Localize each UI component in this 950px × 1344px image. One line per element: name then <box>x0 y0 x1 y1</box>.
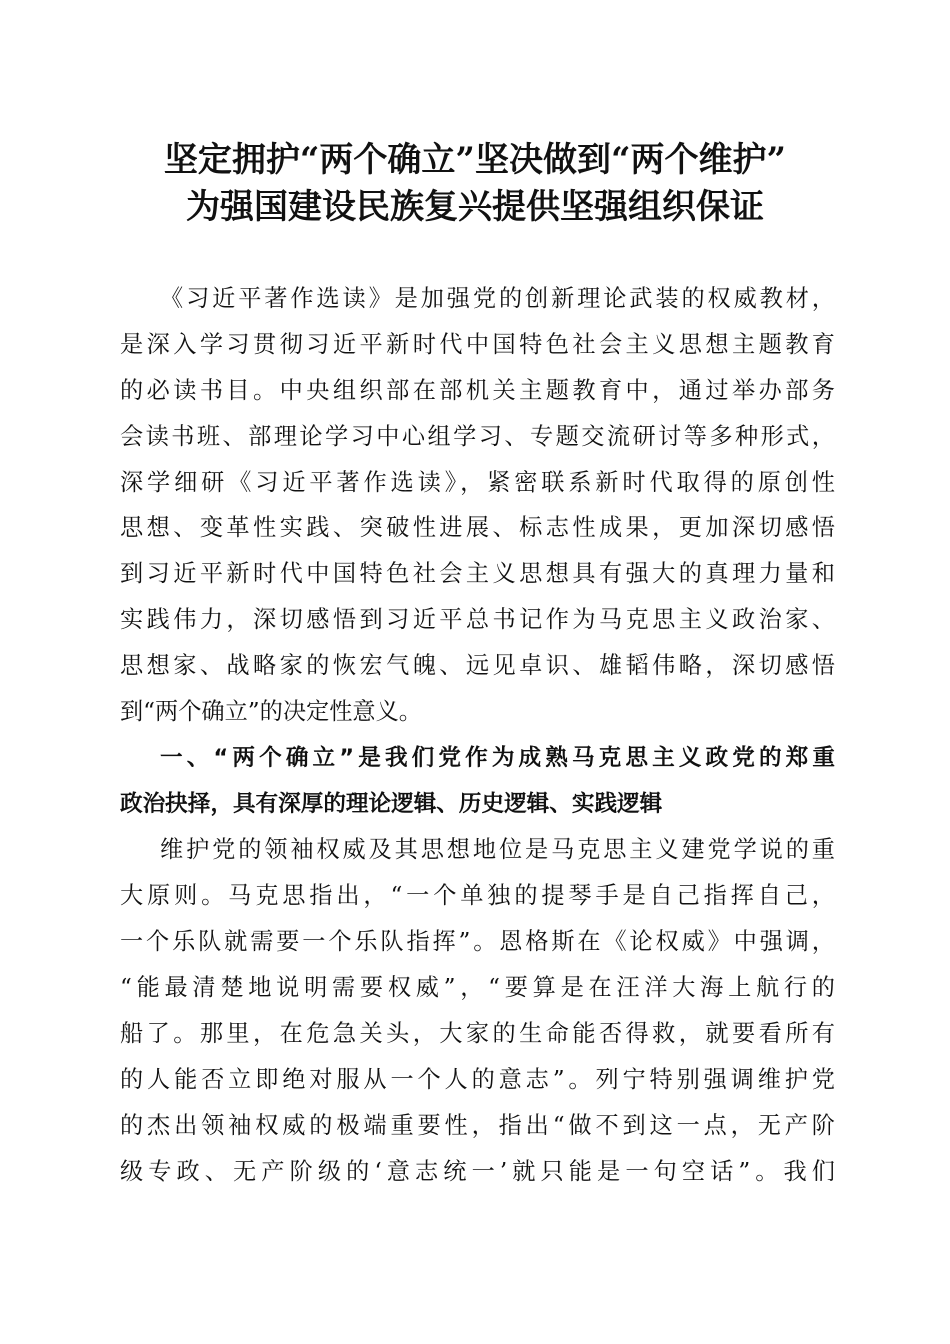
paragraph2-line: 维护党的领袖权威及其思想地位是马克思主义建党学说的重 <box>160 836 835 863</box>
paragraph2-line: 的杰出领袖权威的极端重要性，指出“做不到这一点，无产阶 <box>120 1112 835 1139</box>
paragraph2-line: 级专政、无产阶级的‘意志统一’就只能是一句空话”。我们 <box>120 1158 835 1185</box>
paragraph1-line: 到习近平新时代中国特色社会主义思想具有强大的真理力量和 <box>120 560 835 587</box>
paragraph1-line: 《习近平著作选读》是加强党的创新理论武装的权威教材， <box>160 285 835 312</box>
paragraph2-line: 一个乐队就需要一个乐队指挥”。恩格斯在《论权威》中强调， <box>120 928 835 955</box>
paragraph2-line: “能最清楚地说明需要权威”，“要算是在汪洋大海上航行的 <box>120 974 835 1001</box>
paragraph1-line: 深学细研《习近平著作选读》，紧密联系新时代取得的原创性 <box>120 469 835 496</box>
paragraph1-line: 到“两个确立”的决定性意义。 <box>120 698 422 725</box>
document-title-line-1: 坚定拥护“两个确立”坚决做到“两个维护” <box>163 140 787 180</box>
section-heading-line-1: 一、“两个确立”是我们党作为成熟马克思主义政党的郑重 <box>160 745 835 771</box>
paragraph1-line: 的必读书目。中央组织部在部机关主题教育中，通过举办部务 <box>120 377 835 404</box>
paragraph2-line: 船了。那里，在危急关头，大家的生命能否得救，就要看所有 <box>120 1020 835 1047</box>
paragraph1-line: 会读书班、部理论学习中心组学习、专题交流研讨等多种形式， <box>120 423 835 450</box>
paragraph1-line: 实践伟力，深切感悟到习近平总书记作为马克思主义政治家、 <box>120 606 835 633</box>
paragraph1-line: 思想、变革性实践、突破性进展、标志性成果，更加深切感悟 <box>120 514 835 541</box>
document-title-line-2: 为强国建设民族复兴提供坚强组织保证 <box>186 187 764 227</box>
section-heading-line-2: 政治抉择，具有深厚的理论逻辑、历史逻辑、实践逻辑 <box>120 791 663 817</box>
paragraph1-line: 思想家、战略家的恢宏气魄、远见卓识、雄韬伟略，深切感悟 <box>120 652 835 679</box>
paragraph1-line: 是深入学习贯彻习近平新时代中国特色社会主义思想主题教育 <box>120 331 835 358</box>
paragraph2-line: 的人能否立即绝对服从一个人的意志”。列宁特别强调维护党 <box>120 1066 835 1093</box>
paragraph2-line: 大原则。马克思指出，“一个单独的提琴手是自己指挥自己， <box>120 882 835 909</box>
